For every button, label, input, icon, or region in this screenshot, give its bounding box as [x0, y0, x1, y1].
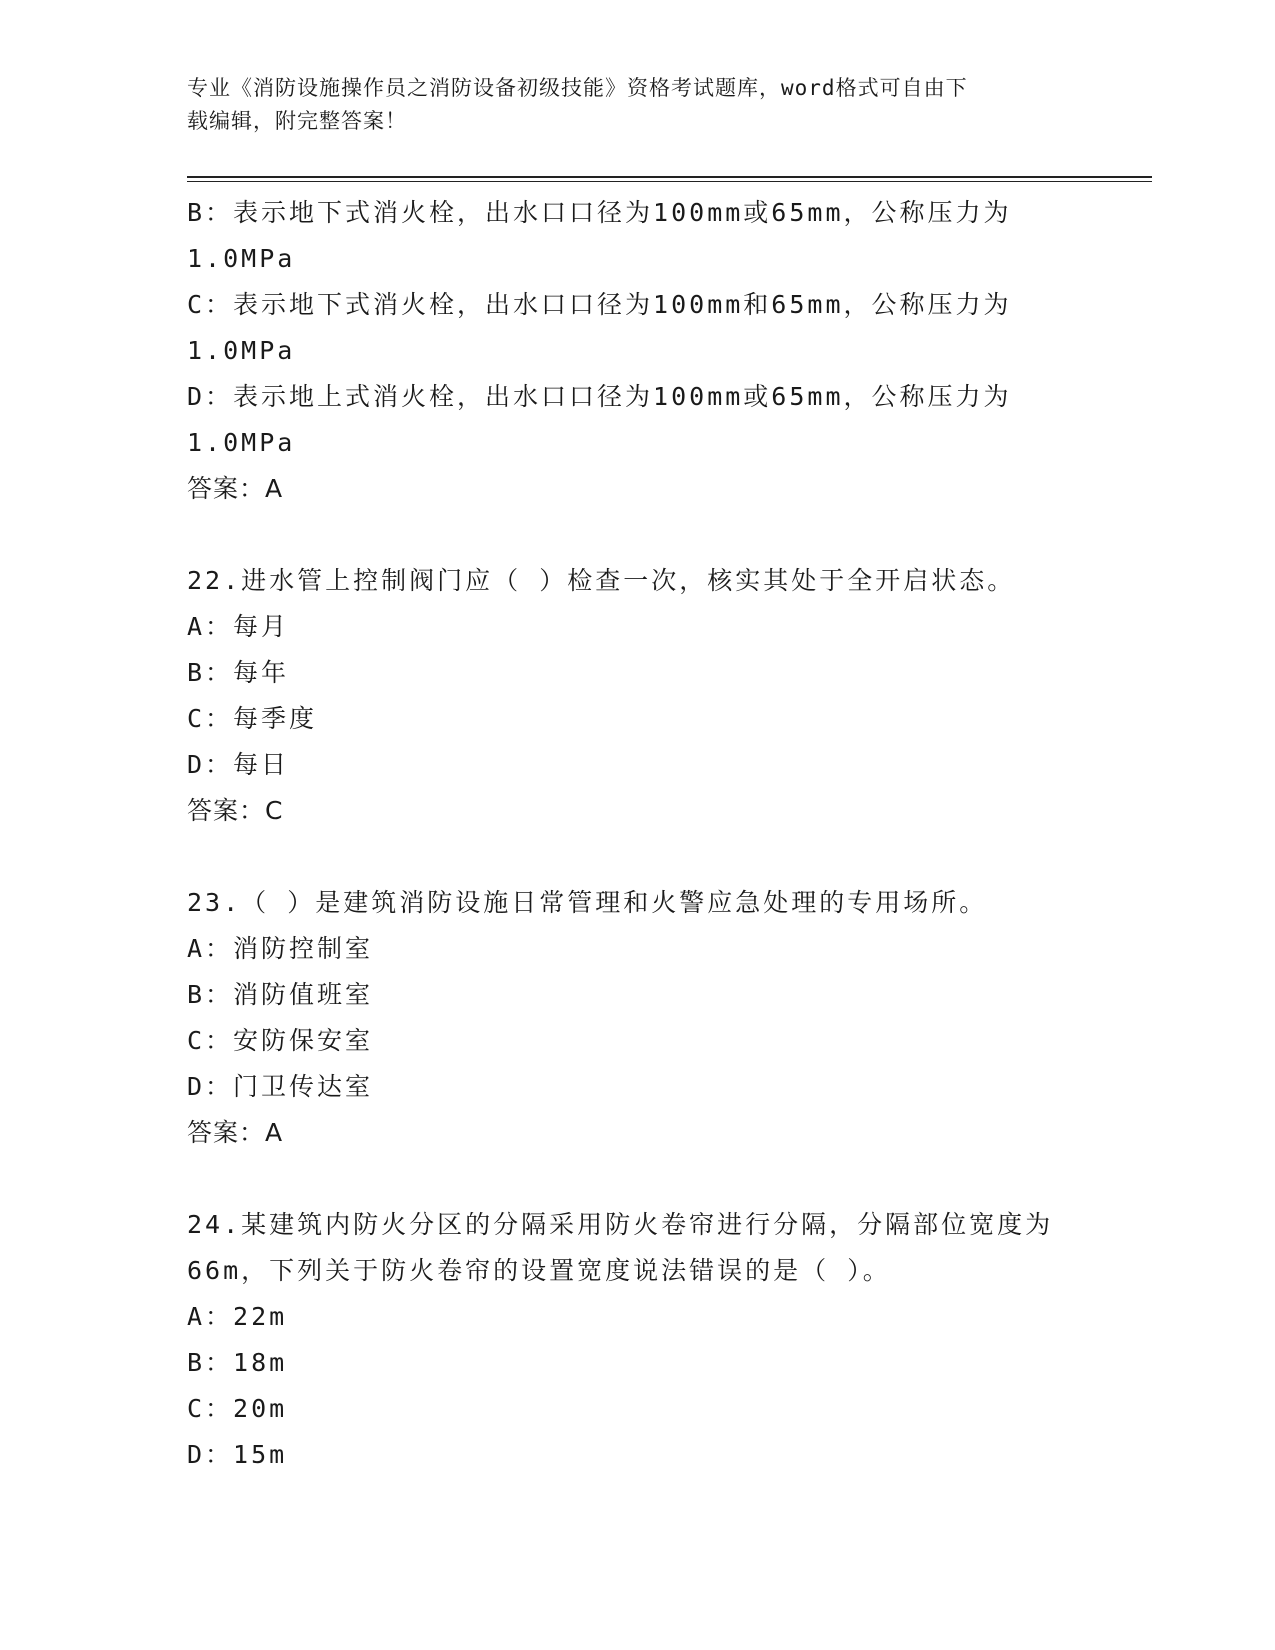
- option-c: C：20m: [187, 1394, 288, 1423]
- answer-label: 答案：C: [187, 796, 284, 825]
- answer-label: 答案：A: [187, 1118, 284, 1147]
- question-block-22: [187, 558, 1117, 834]
- option-b: B：18m: [187, 1348, 288, 1377]
- option-d: D：门卫传达室: [187, 1072, 374, 1101]
- option-b-line-2: 1.0MPa: [187, 244, 296, 273]
- option-a: A：22m: [187, 1302, 288, 1331]
- spacer: [187, 1156, 1117, 1202]
- option-d-line-2: 1.0MPa: [187, 428, 296, 457]
- question-block-24: [187, 1202, 1117, 1478]
- answer-label: 答案：A: [187, 474, 284, 503]
- question-body: [187, 190, 1117, 1478]
- option-a: A：消防控制室: [187, 934, 374, 963]
- option-c: C：安防保安室: [187, 1026, 374, 1055]
- header-line-1: 专业《消防设施操作员之消防设备初级技能》资格考试题库，word格式可自由下: [187, 76, 968, 100]
- option-b: B：消防值班室: [187, 980, 374, 1009]
- option-c-line-1: C：表示地下式消火栓，出水口口径为100mm和65mm，公称压力为: [187, 290, 1012, 319]
- option-c: C：每季度: [187, 704, 318, 733]
- question-stem-line-2: 66m，下列关于防火卷帘的设置宽度说法错误的是（ ）。: [187, 1256, 891, 1285]
- header-divider-thick: [187, 176, 1152, 178]
- question-stem-line-1: 24.某建筑内防火分区的分隔采用防火卷帘进行分隔，分隔部位宽度为: [187, 1210, 1054, 1239]
- option-d-line-1: D：表示地上式消火栓，出水口口径为100mm或65mm，公称压力为: [187, 382, 1012, 411]
- question-block-21: [187, 190, 1117, 512]
- question-stem: 23.（ ）是建筑消防设施日常管理和火警应急处理的专用场所。: [187, 888, 988, 917]
- option-b-line-1: B：表示地下式消火栓，出水口口径为100mm或65mm，公称压力为: [187, 198, 1012, 227]
- document-header: [187, 72, 1087, 138]
- option-a: A：每月: [187, 612, 290, 641]
- header-line-2: 载编辑，附完整答案！: [187, 109, 407, 133]
- spacer: [187, 834, 1117, 880]
- question-block-23: [187, 880, 1117, 1156]
- spacer: [187, 512, 1117, 558]
- option-d: D：15m: [187, 1440, 288, 1469]
- option-c-line-2: 1.0MPa: [187, 336, 296, 365]
- question-stem: 22.进水管上控制阀门应（ ）检查一次，核实其处于全开启状态。: [187, 566, 1016, 595]
- option-b: B：每年: [187, 658, 290, 687]
- header-divider-thin: [187, 181, 1152, 182]
- option-d: D：每日: [187, 750, 290, 779]
